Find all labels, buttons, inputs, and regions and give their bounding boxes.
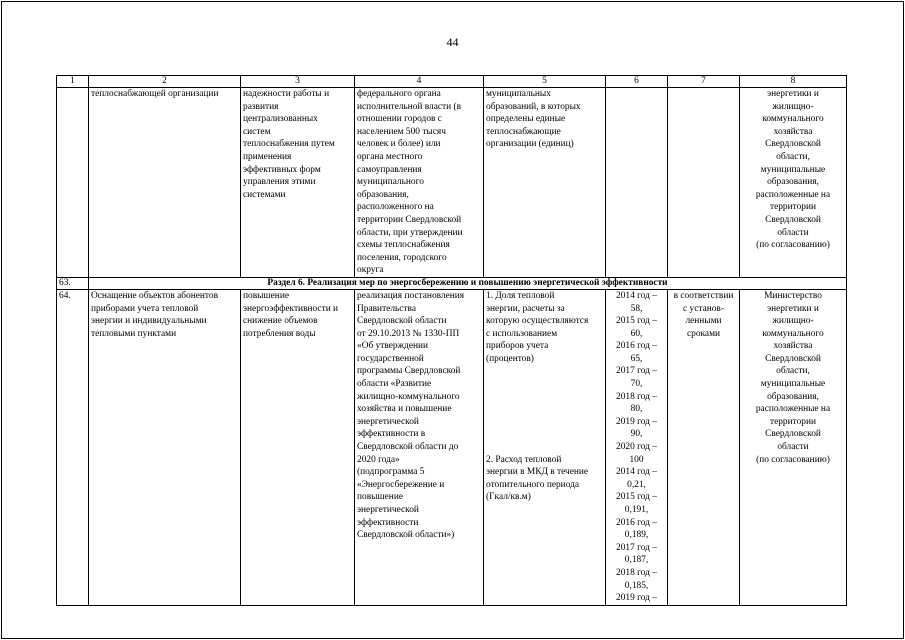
measures-table	[56, 75, 847, 606]
column-number: 3	[241, 76, 355, 88]
deadline-cell: в соответствии с установ- ленными сроками	[668, 289, 740, 605]
column-number: 7	[668, 76, 740, 88]
indicator-2-values: 2014 год – 0,21, 2015 год – 0,191, 2016 год – 0,189, 2017 год – 0,187, 2018 год – 0,185, 2019 год –	[616, 467, 657, 604]
column-number: 2	[89, 76, 241, 88]
goal-cell: повышение энергоэффективности и снижение объемов потребления воды	[241, 289, 355, 605]
row-number-cell: 64.	[57, 289, 89, 605]
deadline-cell	[668, 88, 740, 278]
column-number: 4	[355, 76, 484, 88]
column-number-row	[57, 76, 847, 88]
row-number-cell	[57, 88, 89, 278]
column-number: 1	[57, 76, 89, 88]
page-number: 44	[446, 35, 459, 49]
section-title: Раздел 6. Реализация мер по энергосбережению и повышению энергетической эффективности	[89, 277, 847, 289]
mechanism-cell: федерального органа исполнительной власти (в отношении городов с населением 500 тысяч человек и более) или органа местного самоуправления муниципального образования, расположенного на территории Свердловской области, при утверждении схемы теплоснабжения поселения, городского округа	[355, 88, 484, 278]
measure-name-cell: Оснащение объектов абонентов приборами учета тепловой энергии и индивидуальными тепловыми пунктами	[89, 289, 241, 605]
row-number-cell: 63.	[57, 277, 89, 289]
column-number: 8	[740, 76, 847, 88]
indicator-cell	[484, 289, 606, 605]
table-row	[57, 289, 847, 605]
responsible-cell: энергетики и жилищно- коммунального хозяйства Свердловской области, муниципальные образования, расположенные на территории Свердловской области (по согласованию)	[740, 88, 847, 278]
mechanism-cell: реализация постановления Правительства Свердловской области от 29.10.2013 № 1330-ПП «Об утверждении государственной программы Свердловской области «Развитие жилищно-коммунального хозяйства и повышение энергетической эффективности в Свердловской области до 2020 года» (подпрограмма 5 «Энергосбережение и повышение энергетической эффективности Свердловской области»)	[355, 289, 484, 605]
indicator-2: 2. Расход тепловой энергии в МКД в течение отопительного периода (Гкал/кв.м)	[486, 454, 589, 503]
target-values-cell	[606, 88, 668, 278]
table-row	[57, 88, 847, 278]
column-number: 6	[606, 76, 668, 88]
measure-name-cell: теплоснабжающей организации	[89, 88, 241, 278]
indicator-1-values: 2014 год – 58, 2015 год – 60, 2016 год – 65, 2017 год – 70, 2018 год – 80, 2019 год – 90, 2020 год – 100	[616, 290, 657, 465]
indicator-cell: муниципальных образований, в которых определены единые теплоснабжающие организации (единиц)	[484, 88, 606, 278]
indicator-1: 1. Доля тепловой энергии, расчеты за которую осуществляются с использованием приборов учета (процентов)	[486, 290, 589, 364]
responsible-cell: Министерство энергетики и жилищно- коммунального хозяйства Свердловской области, муниципальные образования, расположенные на территории Свердловской области (по согласованию)	[740, 289, 847, 605]
column-number: 5	[484, 76, 606, 88]
target-values-cell	[606, 289, 668, 605]
section-row	[57, 277, 847, 289]
goal-cell: надежности работы и развития централизованных систем теплоснабжения путем применения эффективных форм управления этими системами	[241, 88, 355, 278]
